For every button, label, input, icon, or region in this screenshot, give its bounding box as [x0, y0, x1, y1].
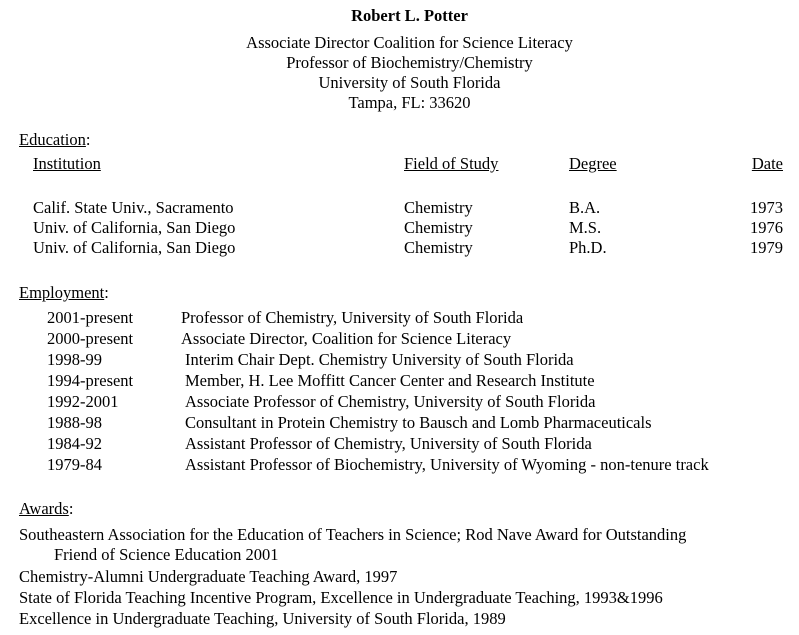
education-row-date: 1979 — [750, 238, 783, 257]
cv-name: Robert L. Potter — [351, 6, 468, 25]
education-row-degree: Ph.D. — [569, 238, 607, 257]
education-row-institution: Univ. of California, San Diego — [33, 238, 236, 257]
education-row-date: 1976 — [750, 218, 783, 237]
employment-years: 1979-84 — [47, 455, 102, 474]
employment-position: Associate Professor of Chemistry, University of South Florida — [185, 392, 596, 411]
employment-heading-colon: : — [104, 283, 109, 302]
award-item: State of Florida Teaching Incentive Program, Excellence in Undergraduate Teaching, 1993&1996 — [19, 588, 663, 607]
awards-heading-label: Awards — [19, 499, 69, 518]
education-heading — [19, 130, 91, 150]
education-col-date: Date — [751, 154, 783, 173]
education-col-institution: Institution — [33, 154, 101, 173]
employment-years: 2001-present — [47, 308, 134, 327]
cv-title-line-1: Associate Director Coalition for Science Literacy — [246, 33, 573, 52]
cv-location: Tampa, FL: 33620 — [348, 93, 471, 112]
education-row-field: Chemistry — [404, 198, 473, 217]
employment-position: Member, H. Lee Moffitt Cancer Center and Research Institute — [185, 371, 595, 390]
education-row-date: 1973 — [750, 198, 783, 217]
employment-years: 1994-present — [47, 371, 134, 390]
award-item: Excellence in Undergraduate Teaching, University of South Florida, 1989 — [19, 609, 506, 628]
awards-heading-colon: : — [68, 499, 74, 518]
education-heading-label: Education — [19, 130, 86, 149]
education-col-field: Field of Study — [404, 154, 499, 173]
education-heading-colon: : — [85, 130, 91, 149]
award-item: Southeastern Association for the Education of Teachers in Science; Rod Nave Award for Outstanding — [19, 525, 687, 544]
education-row-degree: M.S. — [569, 218, 602, 237]
employment-years: 1988-98 — [47, 413, 102, 432]
award-item: Chemistry-Alumni Undergraduate Teaching Award, 1997 — [19, 567, 398, 586]
employment-years: 1998-99 — [47, 350, 102, 369]
education-row-field: Chemistry — [404, 218, 473, 237]
cv-title-line-2: Professor of Biochemistry/Chemistry — [286, 53, 533, 72]
employment-position: Associate Director, Coalition for Science Literacy — [181, 329, 512, 348]
award-item-continuation: Friend of Science Education 2001 — [54, 545, 279, 564]
employment-heading-label: Employment — [19, 283, 105, 302]
awards-heading — [19, 499, 73, 519]
education-row-degree: B.A. — [569, 198, 601, 217]
employment-position: Interim Chair Dept. Chemistry University of South Florida — [185, 350, 574, 369]
education-col-degree: Degree — [569, 154, 617, 173]
employment-position: Consultant in Protein Chemistry to Bausch and Lomb Pharmaceuticals — [185, 413, 652, 432]
employment-years: 1984-92 — [47, 434, 102, 453]
education-row-institution: Calif. State Univ., Sacramento — [33, 198, 234, 217]
employment-years: 1992-2001 — [47, 392, 119, 411]
employment-heading — [19, 283, 109, 303]
employment-position: Assistant Professor of Chemistry, University of South Florida — [185, 434, 592, 453]
employment-years: 2000-present — [47, 329, 134, 348]
cv-affiliation: University of South Florida — [318, 73, 501, 92]
employment-position: Professor of Chemistry, University of South Florida — [181, 308, 524, 327]
education-row-institution: Univ. of California, San Diego — [33, 218, 236, 237]
employment-position: Assistant Professor of Biochemistry, University of Wyoming - non-tenure track — [185, 455, 709, 474]
education-row-field: Chemistry — [404, 238, 473, 257]
